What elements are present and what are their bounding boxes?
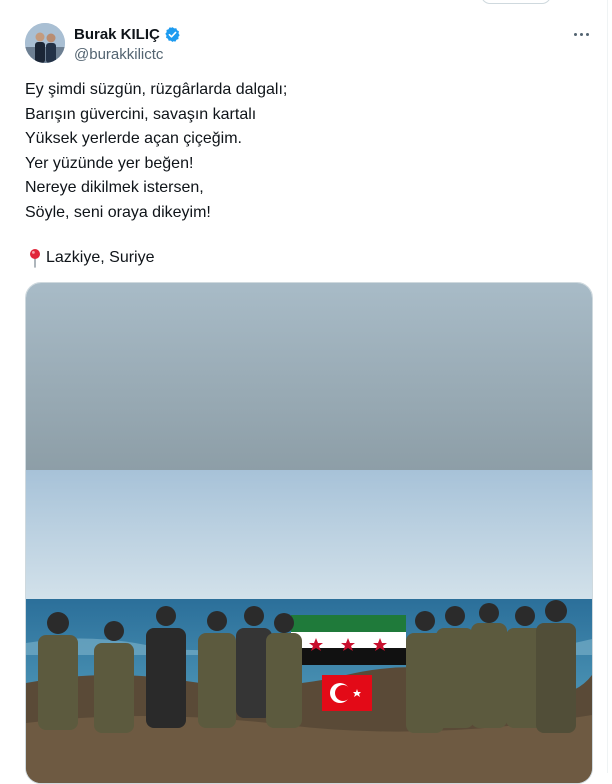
avatar[interactable] (25, 23, 65, 63)
tweet-line: Nereye dikilmek istersen, (25, 179, 204, 196)
more-options-icon (574, 33, 577, 36)
author-row (74, 25, 181, 43)
more-options-icon (586, 33, 589, 36)
author-handle[interactable]: @burakkilictc (74, 46, 164, 63)
tweet-line: Söyle, seni oraya dikeyim! (25, 203, 211, 221)
tweet-line: Barışın güvercini, savaşın kartalı (25, 105, 257, 123)
tweet-line: Ey şimdi süzgün, rüzgârlarda dalgalı; (25, 81, 288, 98)
more-options-button[interactable] (566, 24, 596, 44)
tweet-text (25, 78, 287, 225)
timeline-divider (607, 0, 608, 773)
verified-badge-icon (164, 26, 181, 43)
tweet-line: Yüksek yerlerde açan çiçeğim. (25, 130, 242, 147)
avatar-image (25, 23, 65, 63)
previous-post-button[interactable] (481, 0, 551, 4)
tweet-location (28, 247, 155, 269)
author-display-name[interactable]: Burak KILIÇ (74, 25, 160, 43)
more-options-icon (580, 33, 583, 36)
tweet-line: Yer yüzünde yer beğen! (25, 154, 194, 172)
round-pushpin-icon (28, 248, 42, 268)
location-label: Lazkiye, Suriye (46, 249, 155, 266)
photo-image (26, 283, 592, 783)
tweet-photo[interactable] (25, 282, 593, 784)
